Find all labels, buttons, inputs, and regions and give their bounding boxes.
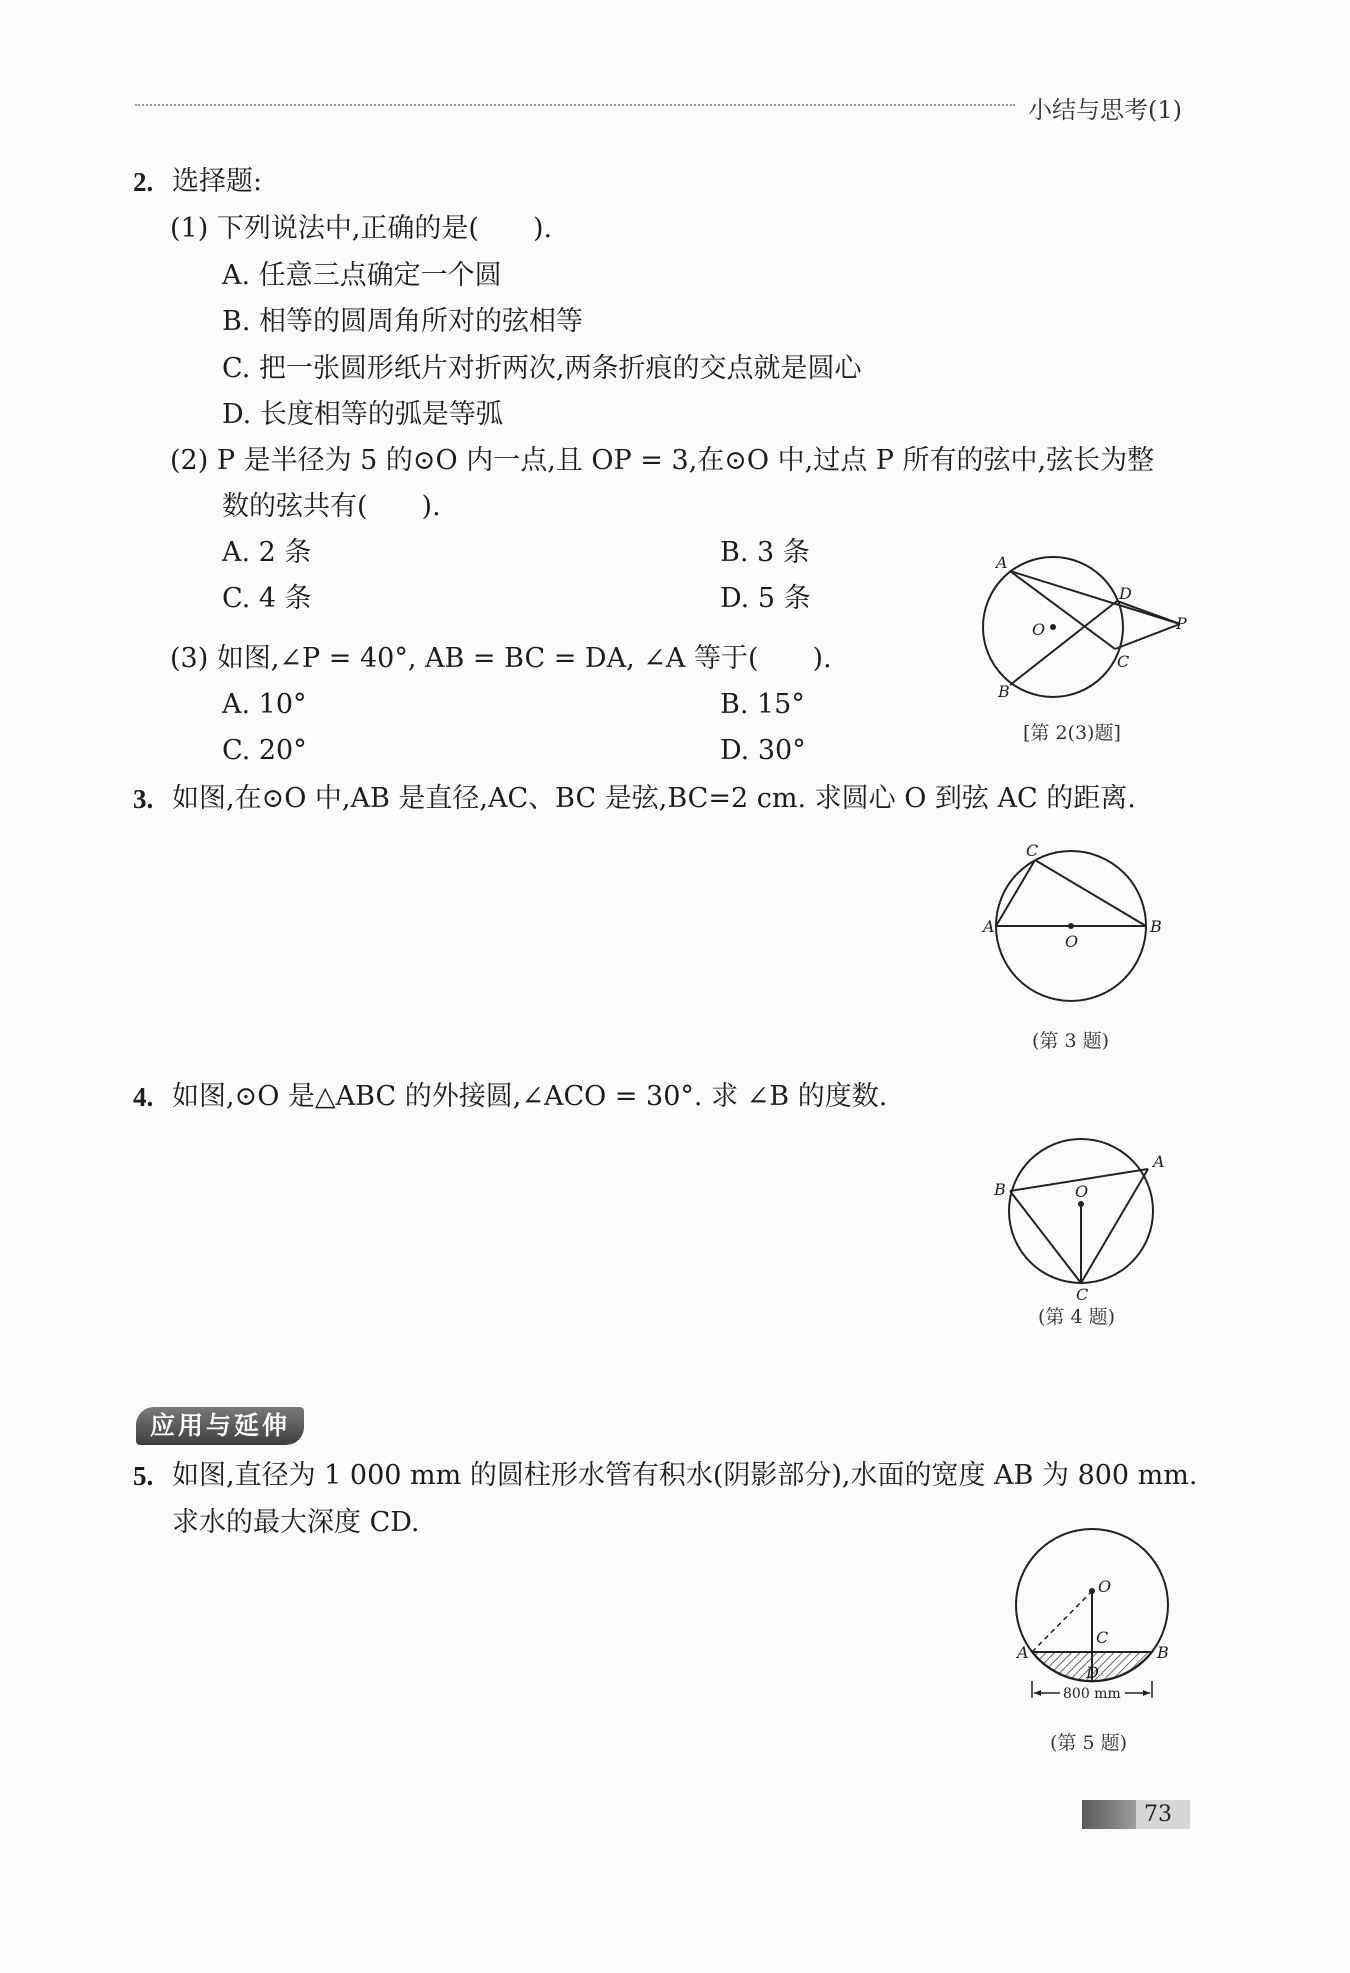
q2-title: 选择题: (172, 166, 263, 197)
fig2-label-o: O (1032, 620, 1046, 639)
q2-3-option-c: C. 20° (222, 735, 307, 766)
header-rule (135, 104, 1015, 106)
caption-q3: (第 3 题) (1032, 1030, 1109, 1052)
fig2-label-p: P (1176, 614, 1187, 633)
q2-2-option-a: A. 2 条 (222, 537, 312, 568)
fig5-label-o: O (1098, 1577, 1112, 1596)
fig3-label-c: C (1026, 841, 1039, 860)
fig3-label-b: B (1150, 917, 1162, 936)
q4-text: 如图,⊙O 是△ABC 的外接圆,∠ACO = 30°. 求 ∠B 的度数. (172, 1081, 888, 1112)
q3-number: 3. (133, 784, 154, 814)
fig4-label-c: C (1076, 1285, 1089, 1300)
q2-1-option-a: A. 任意三点确定一个圆 (222, 260, 502, 291)
q5-text-line2: 求水的最大深度 CD. (172, 1507, 420, 1538)
figure-q3 (980, 840, 1180, 1010)
q5-text-line1: 如图,直径为 1 000 mm 的圆柱形水管有积水(阴影部分),水面的宽度 AB 为 800 mm. (172, 1460, 1198, 1491)
q2-2-option-b: B. 3 条 (720, 537, 810, 568)
figure-q2-3 (980, 545, 1190, 715)
q2-3-option-b: B. 15° (720, 689, 805, 720)
fig2-label-d: D (1119, 584, 1132, 603)
fig2-label-b: B (998, 682, 1010, 701)
fig5-label-b: B (1157, 1643, 1169, 1662)
q2-1-option-b: B. 相等的圆周角所对的弦相等 (222, 306, 584, 337)
figure-q5 (1005, 1515, 1190, 1705)
q2-3-option-d: D. 30° (720, 735, 806, 766)
page-number: 73 (1144, 1802, 1172, 1827)
q2-1-stem: (1) 下列说法中,正确的是( ). (170, 213, 553, 244)
header-title: 小结与思考(1) (1028, 96, 1182, 124)
figure-q4 (985, 1125, 1185, 1300)
q2-1-option-d: D. 长度相等的弧是等弧 (222, 399, 503, 430)
caption-q2-3: [第 2(3)题] (1023, 722, 1121, 744)
page-number-box (1082, 1800, 1190, 1829)
q5-number: 5. (133, 1461, 154, 1491)
fig3-label-o: O (1065, 932, 1079, 951)
fig5-dimension: 800 mm (1063, 1686, 1121, 1702)
q2-3-stem: (3) 如图,∠P = 40°, AB = BC = DA, ∠A 等于( ). (170, 643, 832, 674)
fig2-label-c: C (1117, 652, 1130, 671)
fig4-label-o: O (1075, 1182, 1089, 1201)
caption-q4: (第 4 题) (1038, 1306, 1115, 1328)
q2-2-stem-line1: (2) P 是半径为 5 的⊙O 内一点,且 OP = 3,在⊙O 中,过点 P 所有的弦中,弦长为整 (170, 445, 1155, 476)
caption-q5: (第 5 题) (1050, 1732, 1127, 1754)
q2-2-option-c: C. 4 条 (222, 583, 312, 614)
q2-number: 2. (133, 167, 154, 197)
fig5-label-a: A (1017, 1643, 1029, 1662)
q2-2-stem-line2: 数的弦共有( ). (222, 491, 441, 522)
fig3-label-a: A (983, 917, 995, 936)
fig5-label-d: D (1086, 1663, 1099, 1682)
fig4-label-a: A (1153, 1152, 1165, 1171)
q4-number: 4. (133, 1082, 154, 1112)
q2-3-option-a: A. 10° (222, 689, 307, 720)
q2-1-option-c: C. 把一张圆形纸片对折两次,两条折痕的交点就是圆心 (222, 353, 862, 384)
section-banner: 应用与延伸 (136, 1407, 304, 1445)
q2-2-option-d: D. 5 条 (720, 583, 811, 614)
q3-text: 如图,在⊙O 中,AB 是直径,AC、BC 是弦,BC=2 cm. 求圆心 O 到弦 AC 的距离. (172, 783, 1136, 814)
fig2-label-a: A (996, 553, 1008, 572)
page-number-tab (1082, 1800, 1136, 1829)
fig4-label-b: B (994, 1180, 1006, 1199)
fig5-label-c: C (1096, 1628, 1109, 1647)
